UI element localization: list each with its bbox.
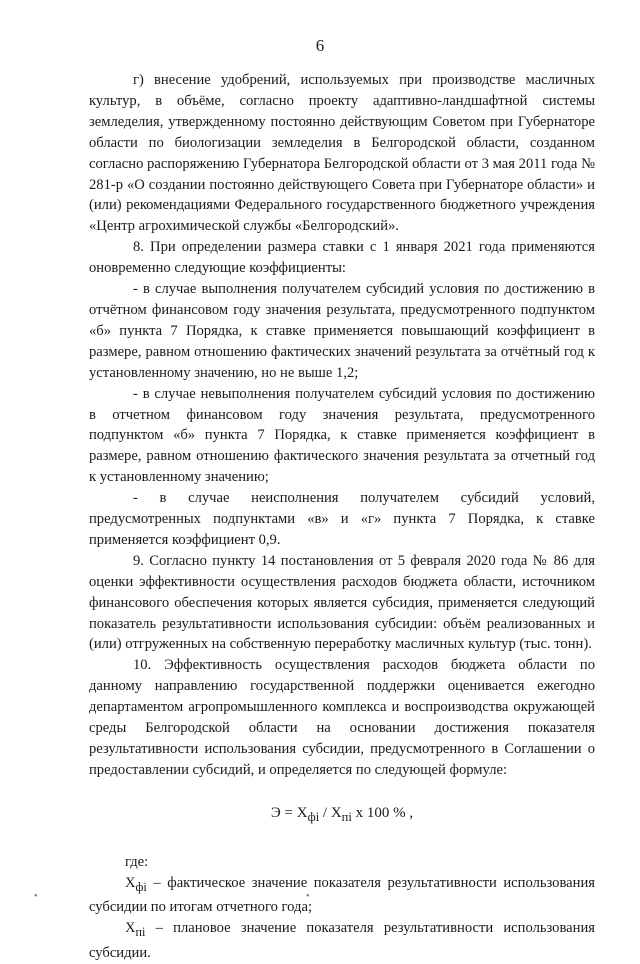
definition-actual: $Х_{фi}$ – фактическое значение показателя результативности использования субсидии по итогам отчетного года;: [89, 874, 595, 916]
paragraph-bullet-1: - в случае выполнения получателем субсидий условия по достижению в отчётном финансовом году значения результата, предусмотренного подпунктом «б» пункта 7 Порядка, к ставке применяется повышающий коэффициент в размере, равном отношению фактических значений результата за отчётный год к установленному значению, но не выше 1,2;: [89, 281, 595, 381]
paragraph-bullet-3: - в случае неисполнения получателем субсидий условий, предусмотренных подпунктами «в» и «г» пункта 7 Порядка, к ставке применяется коэффициент 0,9.: [89, 490, 595, 548]
paragraph-g: г) внесение удобрений, используемых при производстве масличных культур, в объёме, согласно проекту адаптивно-ландшафтной системы земледелия, утвержденному постоянно действующим Советом при Губернаторе области по биологизации земледелия в Белгородской области, созданном согласно распоряжению Губернатора Белгородской области от 3 мая 2011 года № 281-р «О создании постоянно действующего Совета при Губернаторе области» и (или) рекомендациями Федерального государственного бюджетного учреждения «Центр агрохимической службы «Белгородский».: [89, 72, 595, 235]
paragraph-8: 8. При определении размера ставки с 1 января 2021 года применяются оновременно следующие коэффициенты:: [89, 239, 595, 277]
paragraph-9: 9. Согласно пункту 14 постановления от 5 февраля 2020 года № 86 для оценки эффективности осуществления расходов бюджета области, источником финансового обеспечения которых является субсидия, применяется следующий показатель результативности использования субсидии: объём реализованных и (или) отгруженных на собственную переработку масличных культур (тыс. тонн).: [89, 552, 595, 653]
where-label: где:: [125, 853, 149, 870]
paragraph-10: 10. Эффективность осуществления расходов бюджета области по данному направлению государственной поддержки оценивается ежегодно департаментом агропромышленного комплекса и воспроизводства окружающей среды Белгородской области на основании достижения показателя результативности использования субсидии, предусмотренного в Соглашении о предоставлении субсидий, и определяется по следующей формуле:: [89, 657, 595, 778]
scan-mark: •: [306, 891, 310, 902]
paragraph-bullet-2: - в случае невыполнения получателем субсидий условия по достижению в отчетном финансовом году значения результата, предусмотренного подпунктом «б» пункта 7 Порядка, к ставке применяется коэффициент в размере, равном отношению фактического значения результата за отчетный год к установленному значению;: [89, 385, 595, 486]
page-number: 6: [315, 36, 325, 55]
scan-mark: •: [34, 891, 38, 902]
efficiency-formula: $Э = Х_{фi} / Х_{пi}$ х 100 % ,: [270, 804, 414, 824]
document-body: [89, 70, 595, 964]
definition-planned: $Х_{пi}$ – плановое значение показателя результативности использования субсидии.: [89, 920, 595, 962]
